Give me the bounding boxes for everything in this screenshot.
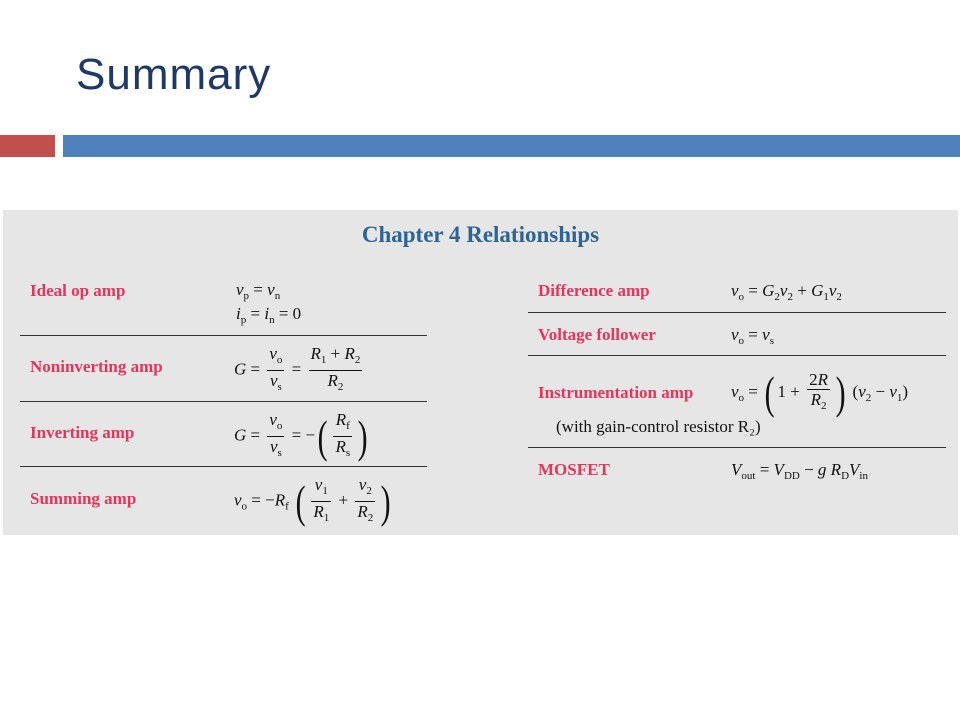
equation-mosfet: $V_{out} = V_{DD} - g$ $R_DV_{in}$ [731,460,868,482]
label-mosfet: MOSFET [538,460,610,479]
panel-heading: Chapter 4 Relationships [361,222,600,247]
label-summing-amp: Summing amp [30,489,137,508]
title-accent-red-bar [0,135,55,157]
label-difference-amp: Difference amp [538,281,650,300]
divider [20,401,427,402]
label-voltage-follower: Voltage follower [538,325,656,344]
instrumentation-amp-note: (with gain-control resistor R₂) [556,417,761,436]
slide-title: Summary [76,50,272,99]
equation-ideal-op-amp-voltage: $v_p = v_n$ [236,280,281,302]
label-instrumentation-amp: Instrumentation amp [538,383,694,402]
equation-noninverting-amp: G = $\frac{v_o}{v_s}$ = $\frac{R_1 + R_2}{R_2}$ [234,344,361,393]
equation-difference-amp: $v_o = G_2v_2 + G_1v_2$ [731,281,842,303]
divider [20,466,427,467]
label-noninverting-amp: Noninverting amp [30,357,163,376]
title-accent-blue-bar [63,135,960,157]
divider [20,335,427,336]
label-ideal-op-amp: Ideal op amp [30,281,126,300]
divider [528,355,946,356]
equation-voltage-follower: $v_o = v_s$ [731,325,774,347]
equation-summing-amp: $v_o = -R_f$ ( $\frac{v_1}{R_1}$ + $\frac{v_2}{R_2}$ ) [234,475,391,527]
equation-inverting-amp: G = $\frac{v_o}{v_s}$ = −( $\frac{R_f}{R_s}$ ) [234,410,368,462]
label-inverting-amp: Inverting amp [30,423,135,442]
equation-ideal-op-amp-current: $i_p = i_n = 0$ [236,304,302,326]
divider [528,312,946,313]
divider [528,447,946,448]
relationships-panel [3,210,958,535]
equation-instrumentation-amp: $v_o$ = ( 1 + $\frac{2R}{R_2}$ ) $(v_2 - v_1)$ [731,367,909,418]
